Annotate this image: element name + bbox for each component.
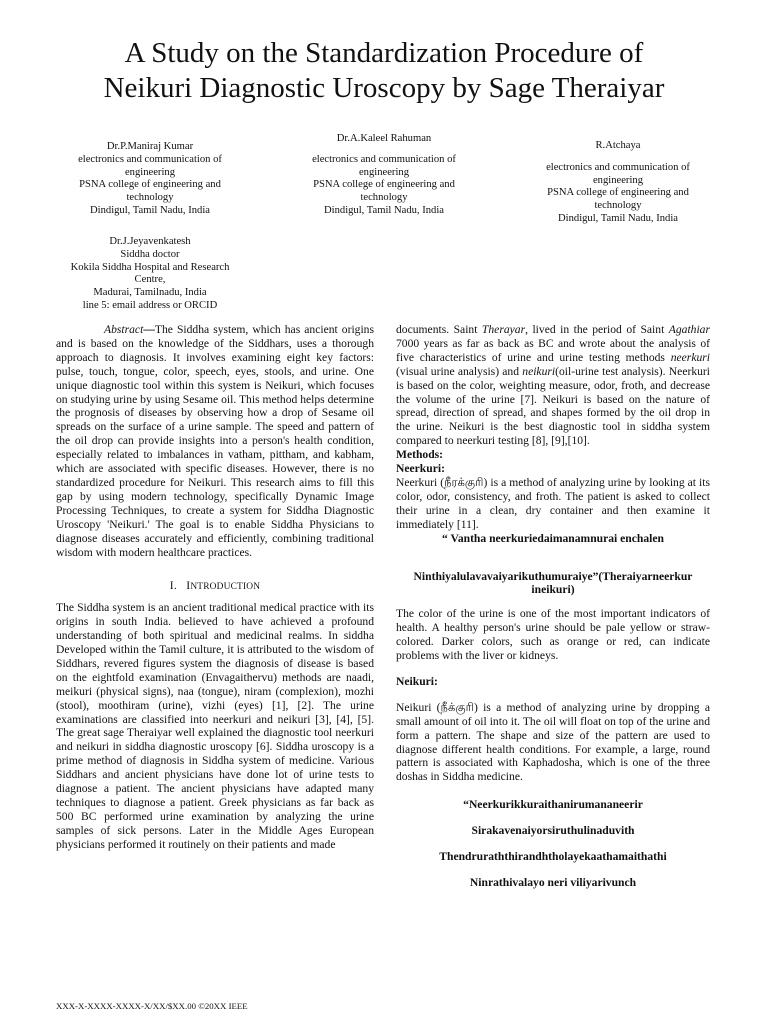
section-heading-introduction — [56, 579, 374, 595]
section-initial: I — [186, 579, 191, 593]
paper-title — [40, 36, 728, 106]
author-contact: line 5: email address or ORCID — [82, 299, 218, 311]
author-name: Dr.A.Kaleel Rahuman — [336, 133, 432, 144]
author-role: Siddha doctor — [120, 248, 180, 260]
neerkuri-paragraph: Neerkuri (நீரக்குரி) is a method of analyzing urine by looking at its color, odor, consistency, and froth. The patient is asked to collect their urine in a clean, dry container and then examine it immediately [11]. — [396, 475, 710, 531]
title-line-1: A Study on the Standardization Procedure of — [124, 37, 644, 69]
author-name: Dr.P.Maniraj Kumar — [106, 141, 194, 152]
right-column — [396, 323, 710, 890]
author-location: Dindigul, Tamil Nadu, India — [324, 204, 444, 216]
text-run: documents. Saint — [396, 323, 482, 336]
copyright-footer: XXX-X-XXXX-XXXX-X/XX/$XX.00 ©20XX IEEE — [56, 1001, 248, 1011]
introduction-paragraph: The Siddha system is an ancient traditional medical practice with its origins in south India. believed to have achieved a profound understanding of both spiritual and medicinal realms. In siddha Developed within the Tamil culture, it is attributed to the wisdom of Siddhars, revered figures system the diagnosis of disease is based on the eightfold examination (Envagaithervu) methods are naadi, meikuri (physical signs), naa (tongue), niram (complexion), mozhi (stool), moothiram (urine), vizhi (eyes) [1], [2]. The urine examinations are classified into neerkuri and neikuri [3], [4], [5]. The great sage Theraiyar well explained the diagnostic tool neerkuri and neikuri in siddha diagnostic uroscopy [6]. Siddha uroscopy is a prime method of diagnosis in Siddha system of medicine. Various Siddhars and ancient physicians have done lot of urine tests to diagnose a patient. The ancient physicians have adapted many techniques to diagnose a patient. Greek physicians as far back as 500 BC performed urine examination by analyzing the urine samples of sick persons. Later in the Middle Ages European physicians performed it routinely on their patients and made — [56, 601, 374, 851]
author-org: Centre, — [134, 274, 166, 286]
text-run: (oil-urine test analysis). Neerkuri is based on the color, weighting measure, odor, froth, and decrease the volume of the urine [7]. Neikuri is based on the nature of spread, direction of spread, and shapes formed by the oil drop in the urine. Neikuri is the best diagnostic tool in siddha system compared to neerkuri testing [8], [9],[10]. — [396, 364, 711, 448]
verse-line-4: Ninrathivalayo neri viliyarivunch — [469, 876, 637, 889]
history-paragraph — [396, 323, 710, 448]
author-block-1 — [60, 141, 240, 218]
author-location: Dindigul, Tamil Nadu, India — [90, 204, 210, 216]
quote-line-2: Ninthiyalulavavaiyarikuthumuraiye”(Theraiyarneerkur ineikuri) — [413, 569, 693, 597]
italic-name: Agathiar — [668, 323, 710, 336]
author-block-4 — [60, 236, 240, 313]
author-dept: engineering — [358, 166, 409, 178]
author-dept: engineering — [124, 166, 175, 178]
author-org: technology — [360, 192, 408, 204]
italic-term: neerkuri — [670, 350, 710, 364]
left-column — [56, 323, 374, 852]
author-org: technology — [126, 192, 174, 204]
verse-line-3: Thendruraththirandhtholayekaathamaithathi — [439, 850, 667, 864]
author-org: Kokila Siddha Hospital and Research — [70, 261, 230, 273]
methods-heading: Methods: — [396, 448, 444, 462]
author-dept: electronics and communication of — [78, 153, 222, 165]
author-spacer — [294, 146, 474, 154]
author-name: Dr.J.Jeyavenkatesh — [109, 236, 191, 247]
author-org: PSNA college of engineering and — [79, 179, 221, 191]
text-run: , lived in the period of Saint — [525, 323, 669, 336]
verse-line-2: Sirakavenaiyorsiruthulinaduvith — [471, 824, 635, 838]
text-run: (visual urine analysis) and — [396, 364, 523, 378]
verse-line-1: “Neerkurikkuraithanirumananeerir — [463, 798, 643, 812]
neikuri-paragraph: Neikuri (நீக்குரி) is a method of analyzing urine by dropping a small amount of oil into it. The oil will float on top of the urine and form a pattern. The shape and size of the pattern are used to diagnose different health conditions. For example, a large, round pattern is associated with Kaphadosha, which is one of the three doshas in Siddha medicine. — [396, 700, 710, 784]
author-name: R.Atchaya — [595, 140, 641, 151]
author-dept: electronics and communication of — [312, 153, 456, 165]
text-run: 7000 years as far as back as BC and wrote about the analysis of five characteristics of urine and urine testing methods — [396, 336, 710, 364]
italic-term: neikuri — [522, 364, 556, 378]
author-location: Dindigul, Tamil Nadu, India — [558, 212, 678, 224]
section-numeral: I. — [169, 579, 177, 593]
italic-name: Therayar — [481, 323, 526, 336]
author-dept: engineering — [592, 174, 643, 186]
abstract-text: The Siddha system, which has ancient origins and is based on the knowledge of the Siddhars, uses a thorough approach to diagnosis. It involves examining eight key factors: pulse, touch, tongue, color, speech, eyes, stools, and urine. One unique diagnostic tool within this system is Neikuri, which focuses on studying urine by using Sesame oil. This method helps determine the prognosis of diseases by observing how a drop of Sesame oil spreads on the surface of a urine sample. The speed and pattern of the oil drop can provide insights into a person's health condition, especially related to imbalances in vatham, pittham, and kabham, which are associated with specific diseases. However, there is no standardized procedure for Neikuri. This research aims to fill this gap by using modern technology, specifically Dynamic Image Processing Techniques, to create a system for Siddha Diagnostic Uroscopy 'Neikuri.' The goal is to enable Siddha Physicians to diagnose diseases accurately and efficiently, combining traditional wisdom with modern healthcare practices. — [56, 323, 374, 559]
author-block-2 — [294, 133, 474, 218]
author-org: PSNA college of engineering and — [313, 179, 455, 191]
author-org: technology — [594, 200, 642, 212]
author-spacer — [528, 153, 708, 162]
author-dept: electronics and communication of — [546, 161, 690, 173]
neerkuri-heading: Neerkuri: — [396, 462, 445, 476]
abstract — [56, 323, 374, 559]
author-block-3 — [528, 140, 708, 226]
abstract-dash: — — [143, 323, 155, 336]
title-line-2: Neikuri Diagnostic Uroscopy by Sage Theraiyar — [103, 72, 665, 104]
author-location: Madurai, Tamilnadu, India — [93, 287, 207, 299]
quote-line-1: “ Vantha neerkuriedaimanamnurai enchalen — [442, 531, 664, 545]
abstract-label: Abstract — [104, 323, 144, 336]
section-title-rest: NTRODUCTION — [190, 582, 261, 593]
color-paragraph: The color of the urine is one of the most important indicators of health. A healthy person's urine should be pale yellow or straw-colored. Darker colors, such as orange or red, can indicate problems with the liver or kidneys. — [396, 607, 710, 663]
author-org: PSNA college of engineering and — [547, 187, 689, 199]
neikuri-heading: Neikuri: — [396, 674, 438, 688]
